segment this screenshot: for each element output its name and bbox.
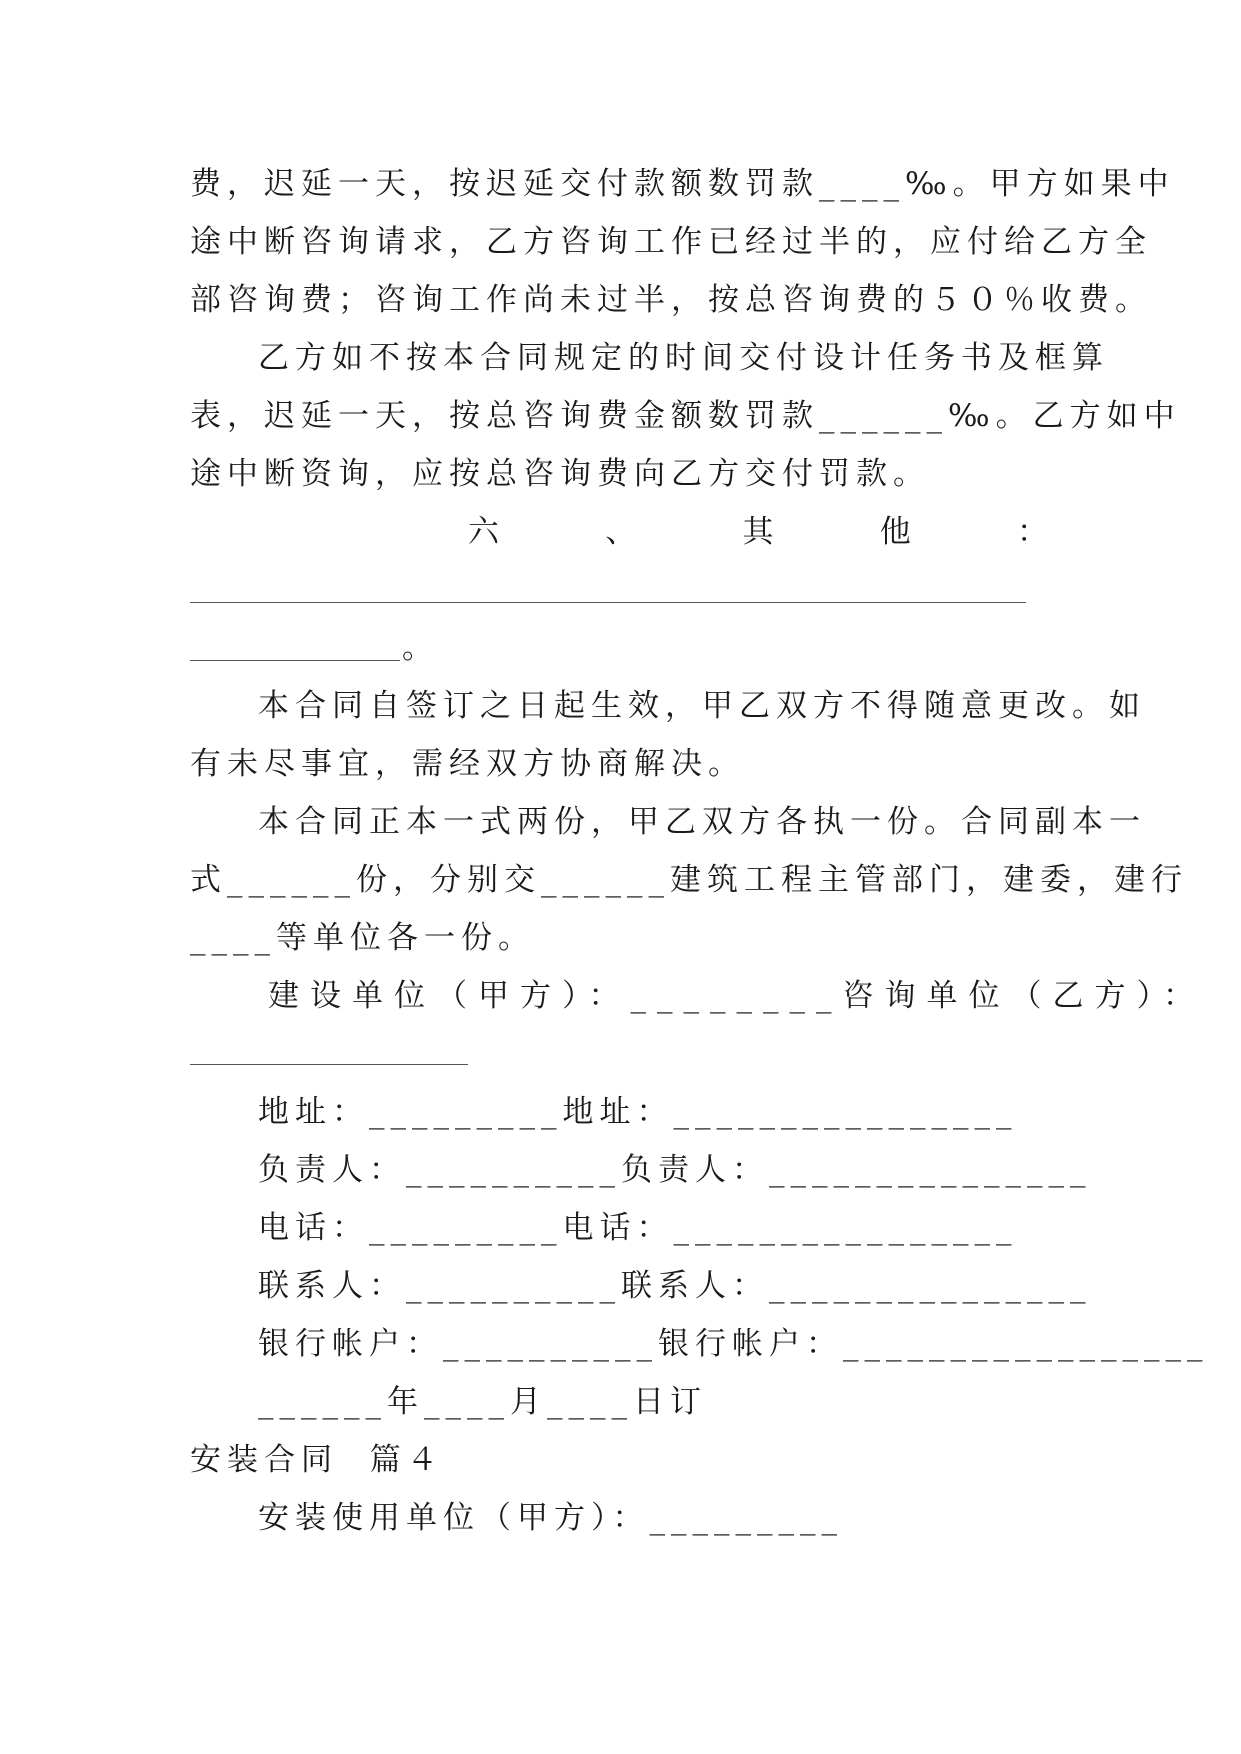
section-6-char-2: 、: [605, 514, 637, 550]
paragraph-1-line-1: 费，迟延一天，按迟延交付款额数罚款____‰。甲方如果中: [190, 166, 1175, 202]
section-6-char-4: 他: [879, 514, 911, 550]
signature-person-in-charge: 负责人：__________负责人：_______________: [258, 1152, 1092, 1188]
signature-contact: 联系人：__________联系人：_______________: [258, 1268, 1092, 1304]
blank-line-long: [190, 602, 1026, 603]
paragraph-2-line-2: 表，迟延一天，按总咨询费金额数罚款______‰。乙方如中: [190, 398, 1181, 434]
signature-parties: 建设单位（甲方）：________咨询单位（乙方）：: [268, 978, 1205, 1014]
signature-bank-account: 银行帐户：__________银行帐户：_________________: [258, 1326, 1209, 1362]
paragraph-4-line-1: 本合同正本一式两份，甲乙双方各执一份。合同副本一: [258, 804, 1146, 840]
paragraph-2-line-3: 途中断资询，应按总咨询费向乙方交付罚款。: [190, 456, 930, 492]
section-6-heading: [468, 512, 1048, 552]
paragraph-1-line-3: 部咨询费；咨询工作尚未过半，按总咨询费的５０％收费。: [190, 282, 1152, 318]
section-6-char-1: 六: [468, 514, 499, 550]
section-6-char-5: ：: [1017, 514, 1048, 550]
section-6-char-3: 其: [742, 514, 774, 550]
paragraph-3-line-2: 有未尽事宜，需经双方协商解决。: [190, 746, 745, 782]
paragraph-3-line-1: 本合同自签订之日起生效，甲乙双方不得随意更改。如: [258, 688, 1146, 724]
section-6-end-mark: 。: [402, 630, 439, 666]
paragraph-4-line-2: 式______份，分别交______建筑工程主管部门，建委，建行: [190, 862, 1188, 898]
signature-phone: 电话：_________电话：________________: [258, 1210, 1018, 1246]
signature-address: 地址：_________地址：________________: [258, 1094, 1018, 1130]
paragraph-1-line-2: 途中断咨询请求，乙方咨询工作已经过半的，应付给乙方全: [190, 224, 1152, 260]
signature-date: ______年____月____日订: [258, 1384, 707, 1420]
signature-blank-line: [190, 1064, 468, 1065]
blank-line-short: [190, 660, 400, 661]
section-title: 安装合同 篇４: [190, 1442, 444, 1478]
installation-party-a: 安装使用单位（甲方）：_________: [258, 1500, 843, 1536]
paragraph-4-line-3: ____等单位各一份。: [190, 920, 535, 956]
paragraph-2-line-1: 乙方如不按本合同规定的时间交付设计任务书及框算: [258, 340, 1109, 376]
